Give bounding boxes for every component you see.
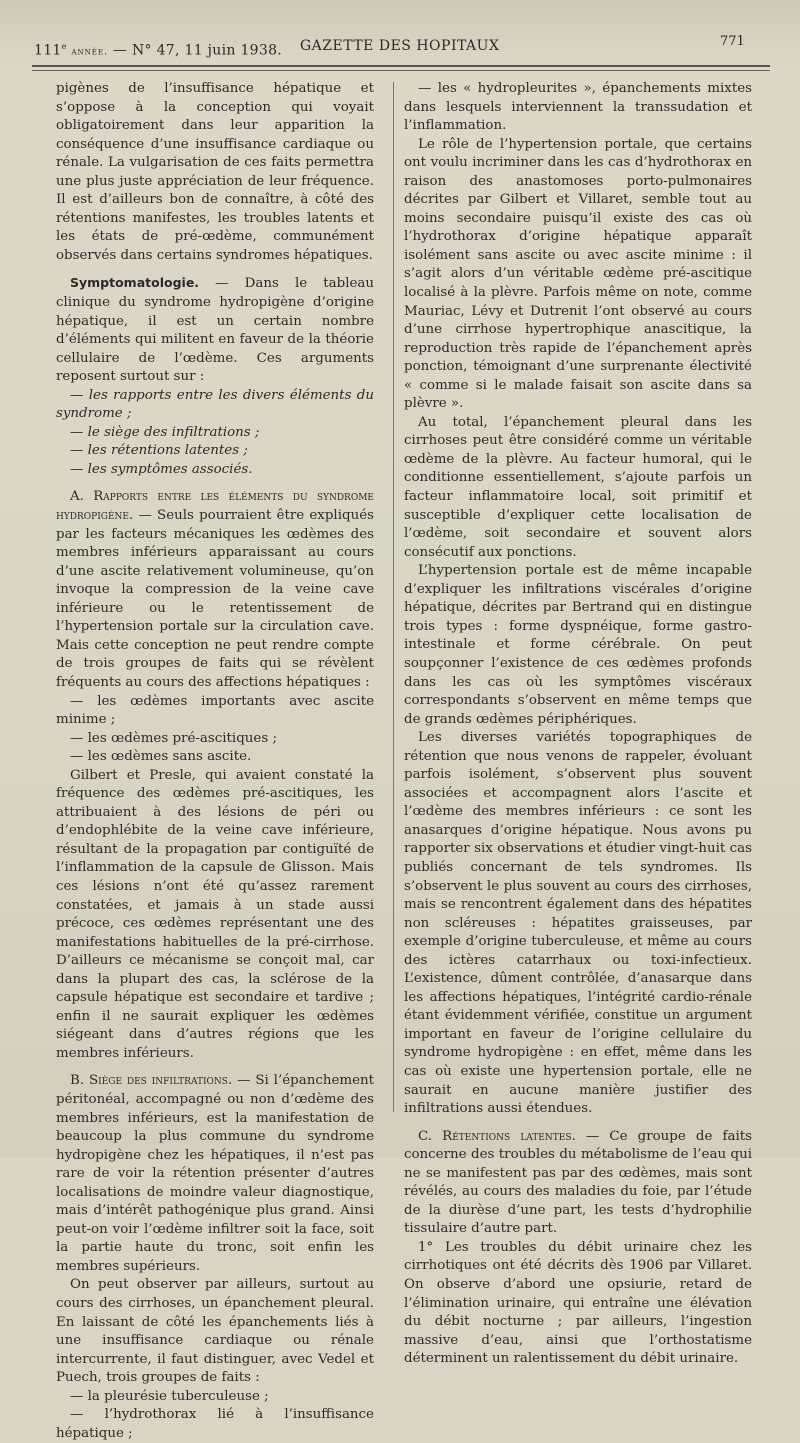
edition-word: année. [71, 46, 109, 58]
issue-date: — N° 47, 11 juin 1938. [112, 42, 283, 59]
subsection-heading: B. Siège des infiltrations. [70, 1073, 233, 1089]
list-item: — les rétentions latentes ; [70, 443, 248, 459]
paragraph: On peut observer par ailleurs, surtout au cours des cirrhoses, un épanchement pleural. En laissant de côté les épanchements liés à une insuffisance cardiaque ou rénale intercurrente, il faut distinguer, avec Vedel et Puech, trois groupes de faits : [56, 1277, 374, 1386]
edition-superscript: e [61, 42, 67, 51]
page-header [0, 34, 800, 64]
list-item: — la pleurésie tuberculeuse ; [70, 1388, 269, 1404]
paragraph: B. Siège des infiltrations. — Si l’épanchement péritonéal, accompagné ou non d’œdème des membres inférieurs, est la manifestation de beaucoup la plus commune du syndrome hydropigène chez les hépatiques, il n’est pas rare de voir la rétention présenter d’autres localisations de moindre valeur diagnostique, mais d’intérêt pathogénique plus grand. Ainsi peut-on voir l’œdème infiltrer soit la face, soit la partie haute du tronc, soit enfin les membres supérieurs. [56, 1073, 374, 1274]
left-column [56, 80, 374, 1443]
paragraph: Le rôle de l’hypertension portale, que certains ont voulu incriminer dans les cas d’hydrothorax en raison des anastomoses porto-pulmonaires décrites par Gilbert et Villaret, semble tout au moins secondaire puisqu’il existe des cas où l’hydrothorax d’origine hépatique apparaît isolément sans ascite ou avec ascite minime : il s’agit alors d’un véritable œdème pré-ascitique localisé à la plèvre. Parfois même on note, comme Mauriac, Lévy et Dutrenit l’ont observé au cours d’une cirrhose hypertrophique anascitique, la reproduction très rapide de l’épanchement après ponction, témoignant d’une surprenante électivité « comme si le malade faisait son ascite dans sa plèvre ». [404, 136, 752, 412]
page-number: 771 [720, 34, 745, 49]
list-item: — les œdèmes pré-ascitiques ; [70, 730, 277, 746]
list-item: — les symptômes associés. [70, 461, 253, 477]
paragraph: Les diverses variétés topographiques de rétention que nous venons de rappeler, évoluant parfois isolément, s’observent plus souvent associées et accompagnent alors l’ascite et l’œdème des membres inférieurs : ce sont les anasarques d’origine hépatique. Nous avons pu rapporter six observations et étudier vingt-huit cas publiés concernant de tels syndromes. Ils s’observent le plus souvent au cours des cirrhoses, mais se rencontrent également dans des hépatites non scléreuses : hépatites graisseuses, par exemple d’origine tuberculeuse, et même au cours des ictères catarrhaux ou toxi-infectieux. L’existence, dûment contrôlée, d’anasarque dans les affections hépatiques, l’intégrité cardio-rénale étant évidemment vérifiée, constitue un argument important en faveur de l’origine cellulaire du syndrome hydropigène : en effet, même dans les cas où existe une hypertension portale, elle ne saurait en aucune manière justifier des infiltrations aussi étendues. [404, 730, 752, 1117]
issue-info [34, 42, 282, 59]
paragraph: Gilbert et Presle, qui avaient constaté la fréquence des œdèmes pré-ascitiques, les attribuaient à des lésions de péri ou d’endophlébite de la veine cave inférieure, résultant de la propagation par contiguïté de l’inflammation de la capsule de Glisson. Mais ces lésions n’ont été qu’assez rarement constatées, et jamais à un stade aussi précoce, ces œdèmes représentant une des manifestations habituelles de la pré-cirrhose. D’ailleurs ce mécanisme se conçoit mal, car dans la plupart des cas, la sclérose de la capsule hépatique est secondaire et tardive ; enfin il ne saurait expliquer les œdèmes siégeant dans d’autres régions que les membres inférieurs. [56, 767, 374, 1061]
paragraph: Au total, l’épanchement pleural dans les cirrhoses peut être considéré comme un véritable œdème de la plèvre. Au facteur humoral, qui le conditionne essentiellement, s’ajoute parfois un facteur inflammatoire local, soit primitif et susceptible d’expliquer cette localisation de l’œdème, soit secondaire et souvent alors consécutif aux ponctions. [404, 414, 752, 560]
list-item: — l’hydrothorax lié à l’insuffisance hépatique ; [56, 1407, 374, 1441]
column-divider [393, 82, 394, 1112]
paragraph: pigènes de l’insuffisance hépatique et s’oppose à la conception qui voyait obligatoirement dans leur apparition la conséquence d’une insuffisance cardiaque ou rénale. La vulgarisation de ces faits permettra une plus juste appréciation de leur fréquence. Il est d’ailleurs bon de connaître, à côté des rétentions manifestes, les troubles latents et les états de pré-œdème, communément observés dans certains syndromes hépatiques. [56, 81, 374, 263]
paragraph: L’hypertension portale est de même incapable d’expliquer les infiltrations viscérales d’origine hépatique, décrites par Bertrand qui en distingue trois types : forme dyspnéique, forme gastro-intestinale et forme cérébrale. On peut soupçonner l’existence de ces œdèmes profonds dans les cas où les symptômes viscéraux correspondants s’observent en même temps que de grands œdèmes périphériques. [404, 563, 752, 727]
right-column [404, 80, 752, 1369]
list-item: — les rapports entre les divers éléments du syndrome ; [56, 387, 374, 422]
paragraph: 1° Les troubles du débit urinaire chez les cirrhotiques ont été décrits dès 1906 par Villaret. On observe d’abord une opsiurie, retard de l’élimination urinaire, qui entraîne une élévation du débit nocturne ; par ailleurs, l’ingestion massive d’eau, ainsi que l’orthostatisme déterminent un ralentissement du débit urinaire. [404, 1239, 752, 1367]
list-item: — le siège des infiltrations ; [70, 424, 260, 440]
paragraph: C. Rétentions latentes. — Ce groupe de faits concerne des troubles du métabolisme de l’eau qui ne se manifestent pas par des œdèmes, mais sont révélés, au cours des maladies du foie, par l’étude de la diurèse d’une part, les tests d’hydrophilie tissulaire d’autre part. [404, 1128, 752, 1237]
subsection-heading: A. Rapports entre les éléments du syndrome hydropigène. [56, 489, 374, 524]
paragraph: A. Rapports entre les éléments du syndrome hydropigène. — Seuls pourraient être expliqués par les facteurs mécaniques les œdèmes des membres inférieurs apparaissant au cours d’une ascite relativement volumineuse, qu’on invoque la compression de la veine cave inférieure ou le retentissement de l’hypertension portale sur la circulation cave. Mais cette conception ne peut rendre compte de trois groupes de faits qui se révèlent fréquents au cours des affections hépatiques : [56, 489, 374, 690]
journal-title: GAZETTE DES HOPITAUX [300, 38, 500, 54]
list-item: — les « hydropleurites », épanchements mixtes dans lesquels interviennent la transsudation et l’inflammation. [404, 81, 752, 134]
edition-number: 111 [34, 42, 62, 59]
header-rule-thick [32, 65, 770, 67]
subsection-heading: C. Rétentions latentes. [418, 1128, 576, 1144]
header-rule-thin [32, 70, 770, 71]
list-item: — les œdèmes importants avec ascite minime ; [56, 693, 374, 728]
paragraph: Symptomatologie. — Dans le tableau clinique du syndrome hydropigène d’origine hépatique, il est un certain nombre d’éléments qui militent en faveur de la théorie cellulaire de l’œdème. Ces arguments reposent surtout sur : [56, 275, 375, 385]
list-item: — les œdèmes sans ascite. [70, 749, 252, 765]
section-heading: Symptomatologie. [70, 275, 200, 291]
